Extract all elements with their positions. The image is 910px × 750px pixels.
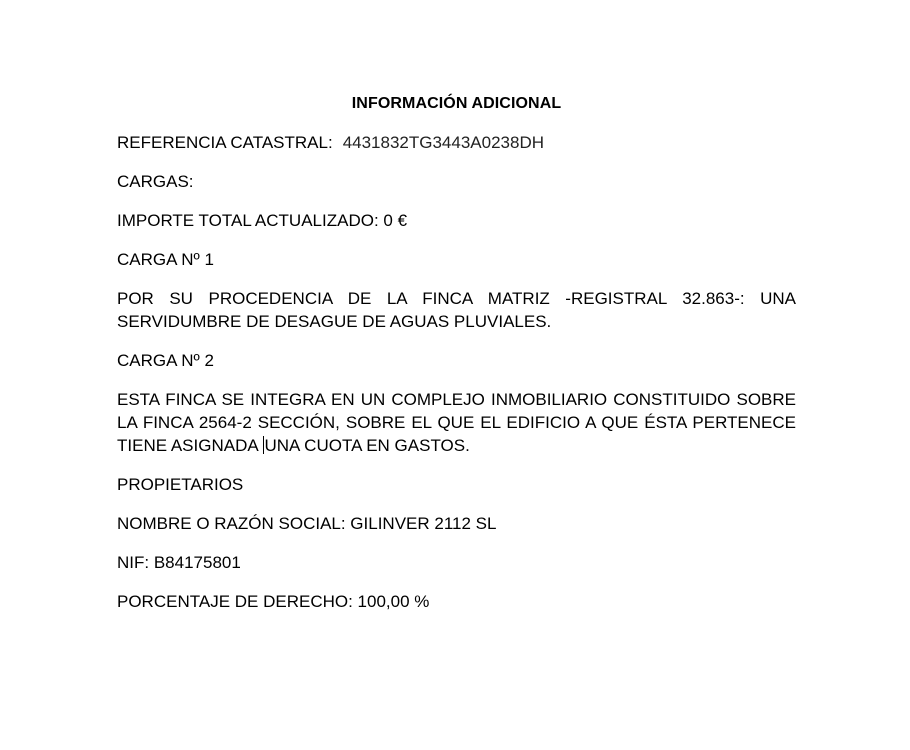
referencia-catastral-line xyxy=(117,131,796,154)
referencia-catastral-value: 4431832TG3443A0238DH xyxy=(342,133,545,152)
porcentaje-derecho-line: PORCENTAJE DE DERECHO: 100,00 % xyxy=(117,592,430,611)
cargas-heading: CARGAS: xyxy=(117,172,194,191)
document-title: INFORMACIÓN ADICIONAL xyxy=(351,95,562,112)
text-cursor xyxy=(263,436,264,454)
carga-1-text: POR SU PROCEDENCIA DE LA FINCA MATRIZ -REGISTRAL 32.863-: UNA SERVIDUMBRE DE DESAGUE DE AGUAS PLUVIALES. xyxy=(117,289,796,331)
document-page xyxy=(117,92,796,629)
referencia-catastral-label: REFERENCIA CATASTRAL: xyxy=(117,133,333,152)
carga-2-text-part-1: ESTA FINCA SE INTEGRA EN UN COMPLEJO INMOBILIARIO CONSTITUIDO SOBRE LA FINCA 2564-2 SECCIÓN, SOBRE EL QUE EL EDIFICIO A QUE ÉSTA PERTENECE TIENE ASIGNADA xyxy=(117,390,796,455)
carga-2-heading: CARGA Nº 2 xyxy=(117,351,214,370)
carga-2-text-part-2: UNA CUOTA EN GASTOS. xyxy=(264,436,470,455)
nif-line: NIF: B84175801 xyxy=(117,553,241,572)
carga-1-heading: CARGA Nº 1 xyxy=(117,250,214,269)
propietarios-heading: PROPIETARIOS xyxy=(117,475,244,494)
carga-2-text[interactable] xyxy=(117,388,796,457)
nombre-razon-social-line: NOMBRE O RAZÓN SOCIAL: GILINVER 2112 SL xyxy=(117,514,497,533)
importe-total-line: IMPORTE TOTAL ACTUALIZADO: 0 € xyxy=(117,211,408,230)
